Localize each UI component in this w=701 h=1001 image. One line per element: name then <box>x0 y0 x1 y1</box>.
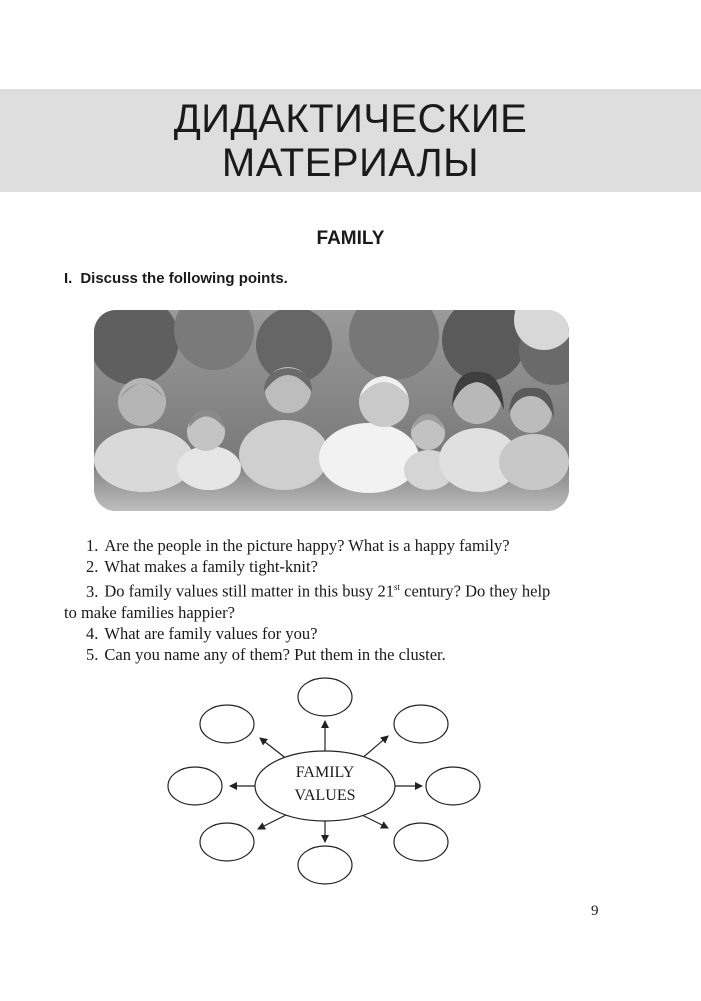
question-text-continued: to make families happier? <box>64 602 235 622</box>
question-number: 3. <box>86 581 99 601</box>
question-number: 2. <box>86 557 99 576</box>
cluster-arrow-top-left <box>260 738 288 760</box>
cluster-center-line-2: VALUES <box>294 787 356 804</box>
task-number: I. <box>64 270 73 287</box>
question-text: What are family values for you? <box>104 623 318 643</box>
page-title <box>0 97 701 185</box>
question-item <box>64 577 624 623</box>
cluster-center-oval <box>255 751 395 821</box>
cluster-oval-bottom-left <box>200 823 254 861</box>
cluster-center-line-1: FAMILY <box>295 764 355 781</box>
question-superscript: st <box>394 582 401 592</box>
question-number: 5. <box>86 644 99 664</box>
question-number: 1. <box>86 536 99 555</box>
question-text: What makes a family tight-knit? <box>104 557 318 576</box>
family-photo <box>94 310 569 511</box>
question-text: Can you name any of them? Put them in the cluster. <box>104 644 446 664</box>
question-text: Are the people in the picture happy? What is a happy family? <box>104 536 510 555</box>
cluster-oval-bottom <box>298 846 352 884</box>
cluster-oval-left <box>168 767 222 805</box>
cluster-oval-bottom-right <box>394 823 448 861</box>
question-text-after: century? Do they help <box>400 581 551 601</box>
cluster-arrow-bottom-left <box>258 814 288 829</box>
cluster-oval-top <box>298 678 352 716</box>
section-title: FAMILY <box>316 228 385 249</box>
question-number: 4. <box>86 623 99 643</box>
page-number: 9 <box>591 903 599 919</box>
question-item <box>64 644 624 665</box>
family-photo-icon <box>94 310 569 511</box>
cluster-arrow-bottom-right <box>360 814 388 828</box>
cluster-oval-right <box>426 767 480 805</box>
questions-list <box>64 535 624 665</box>
cluster-oval-top-right <box>394 705 448 743</box>
question-item <box>64 535 624 556</box>
task-heading <box>64 270 288 287</box>
question-item <box>64 556 624 577</box>
page-title-line-1: ДИДАКТИЧЕСКИЕ <box>173 97 528 141</box>
cluster-oval-top-left <box>200 705 254 743</box>
task-text: Discuss the following points. <box>80 270 288 287</box>
page-title-line-2: МАТЕРИАЛЫ <box>221 141 480 185</box>
question-text: Do family values still matter in this busy 21 <box>104 581 395 601</box>
question-item <box>64 623 624 644</box>
family-values-cluster <box>160 676 490 886</box>
